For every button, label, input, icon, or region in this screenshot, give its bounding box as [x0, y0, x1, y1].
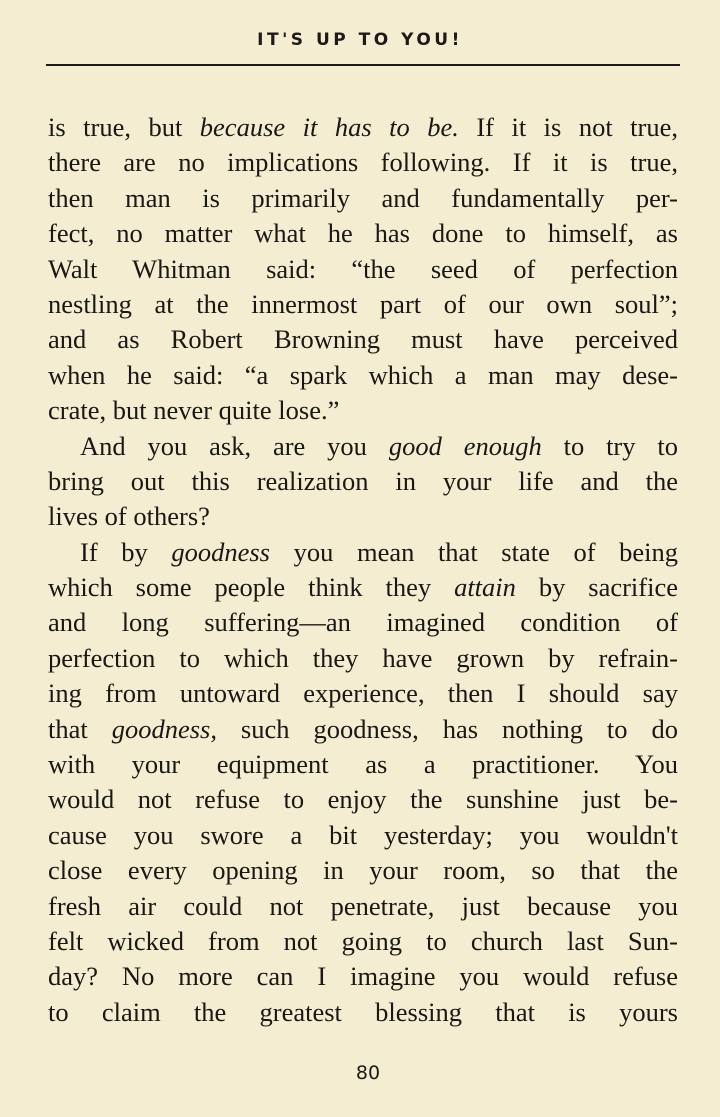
text-line: [48, 358, 678, 393]
italic-text: goodness: [171, 536, 270, 567]
text-segment: and as Robert Browning must have perceived: [48, 324, 678, 355]
text-segment: nestling at the innermost part of our own soul”;: [48, 288, 678, 319]
text-segment: close every opening in your room, so that the: [48, 855, 678, 886]
italic-text: good enough: [388, 430, 542, 461]
text-line: [48, 782, 678, 817]
text-segment: and long suffering—an imagined condition of: [48, 607, 678, 638]
running-header: IT'S UP TO YOU!: [257, 30, 463, 50]
text-line: [48, 252, 678, 287]
text-line: [48, 393, 678, 428]
text-line: [48, 959, 678, 994]
italic-text: attain: [454, 572, 516, 603]
text-segment: fect, no matter what he has done to himself, as: [48, 218, 678, 249]
text-segment: you mean that state of being: [270, 536, 678, 567]
text-line: [48, 605, 678, 640]
text-segment: that: [48, 713, 112, 744]
text-line: [48, 818, 678, 853]
text-segment: such goodness, has nothing to do: [216, 713, 678, 744]
text-segment: fresh air could not penetrate, just because you: [48, 890, 678, 921]
text-line: [48, 464, 678, 499]
body-text: [48, 110, 678, 1030]
text-line: [48, 712, 678, 747]
text-line: [48, 853, 678, 888]
text-segment: crate, but never quite lose.”: [48, 395, 340, 426]
text-line: [48, 322, 678, 357]
text-segment: Walt Whitman said: “the seed of perfection: [48, 253, 678, 284]
text-segment: would not refuse to enjoy the sunshine just be-: [48, 784, 678, 815]
text-line: [48, 181, 678, 216]
text-line: [48, 499, 678, 534]
page-number: 80: [355, 1062, 381, 1084]
text-line: [48, 995, 678, 1030]
text-line: [48, 889, 678, 924]
text-line: [48, 924, 678, 959]
text-segment: And you ask, are you: [80, 430, 389, 461]
text-segment: to try to: [541, 430, 678, 461]
text-segment: If it is not true,: [458, 112, 678, 142]
italic-text: because it has to be.: [199, 112, 459, 142]
text-segment: with your equipment as a practitioner. You: [48, 749, 678, 780]
text-segment: then man is primarily and fundamentally per-: [48, 182, 678, 213]
text-line: [48, 216, 678, 251]
text-segment: by sacrifice: [515, 572, 678, 603]
text-segment: which some people think they: [48, 572, 455, 603]
text-line: [48, 429, 678, 464]
text-segment: felt wicked from not going to church last Sun-: [48, 925, 678, 956]
text-segment: bring out this realization in your life and the: [48, 465, 678, 496]
text-line: [48, 641, 678, 676]
text-segment: to claim the greatest blessing that is yours: [48, 996, 678, 1027]
text-segment: If by: [80, 536, 172, 567]
text-segment: perfection to which they have grown by refrain-: [48, 642, 678, 673]
header-rule: [46, 64, 680, 66]
text-line: [48, 145, 678, 180]
text-segment: ing from untoward experience, then I should say: [48, 678, 678, 709]
text-line: [48, 287, 678, 322]
text-line: [48, 676, 678, 711]
text-segment: day? No more can I imagine you would refuse: [48, 961, 678, 992]
text-line: [48, 570, 678, 605]
text-segment: lives of others?: [48, 501, 210, 532]
text-segment: cause you swore a bit yesterday; you wouldn't: [48, 819, 678, 850]
italic-text: goodness,: [111, 713, 217, 744]
text-line: [48, 110, 678, 145]
text-segment: when he said: “a spark which a man may dese-: [48, 359, 678, 390]
text-line: [48, 535, 678, 570]
text-segment: there are no implications following. If it is true,: [48, 147, 678, 178]
text-segment: is true, but: [48, 112, 200, 142]
text-line: [48, 747, 678, 782]
